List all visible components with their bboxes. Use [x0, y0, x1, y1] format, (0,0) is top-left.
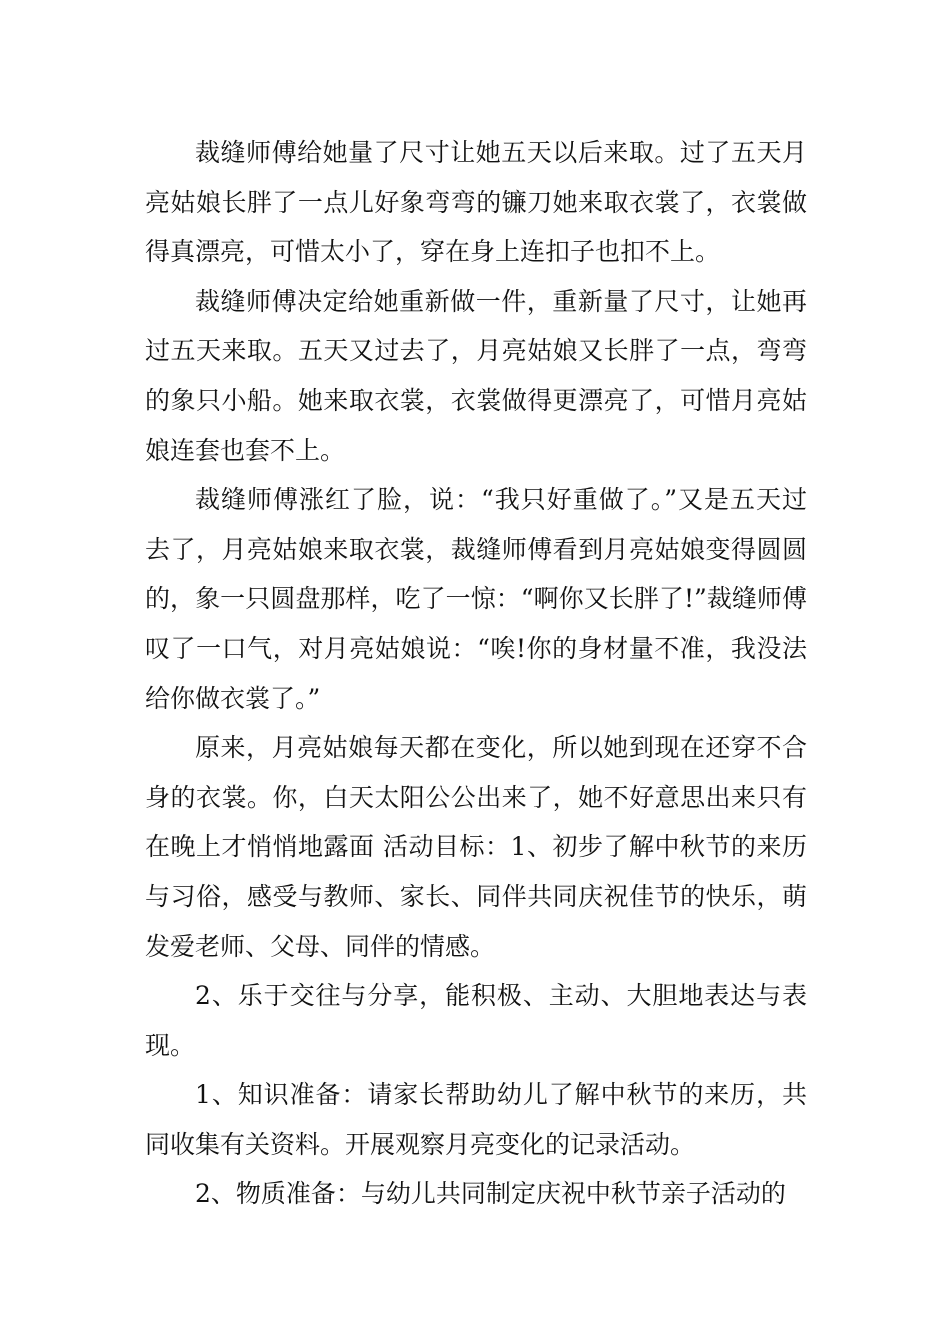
document-body: [145, 128, 807, 1219]
paragraph-6: 1、知识准备：请家长帮助幼儿了解中秋节的来历，共同收集有关资料。开展观察月亮变化的记录活动。: [145, 1080, 807, 1159]
paragraph-5: 2、乐于交往与分享，能积极、主动、大胆地表达与表现。: [145, 981, 807, 1060]
paragraph-3: 裁缝师傅涨红了脸，说：“我只好重做了。”又是五天过去了，月亮姑娘来取衣裳，裁缝师傅看到月亮姑娘变得圆圆的，象一只圆盘那样，吃了一惊：“啊你又长胖了!”裁缝师傅叹了一口气，对月亮姑娘说：“唉!你的身材量不准，我没法给你做衣裳了。”: [145, 485, 807, 713]
paragraph-1: 裁缝师傅给她量了尺寸让她五天以后来取。过了五天月亮姑娘长胖了一点儿好象弯弯的镰刀她来取衣裳了，衣裳做得真漂亮，可惜太小了，穿在身上连扣子也扣不上。: [145, 138, 807, 267]
paragraph-4: 原来，月亮姑娘每天都在变化，所以她到现在还穿不合身的衣裳。你，白天太阳公公出来了，她不好意思出来只有在晚上才悄悄地露面 活动目标：1、初步了解中秋节的来历与习俗，感受与教师、家长、同伴共同庆祝佳节的快乐，萌发爱老师、父母、同伴的情感。: [145, 733, 807, 961]
paragraph-7: 2、物质准备：与幼儿共同制定庆祝中秋节亲子活动的: [195, 1179, 786, 1209]
paragraph-2: 裁缝师傅决定给她重新做一件，重新量了尺寸，让她再过五天来取。五天又过去了，月亮姑娘又长胖了一点，弯弯的象只小船。她来取衣裳，衣裳做得更漂亮了，可惜月亮姑娘连套也套不上。: [145, 286, 807, 465]
